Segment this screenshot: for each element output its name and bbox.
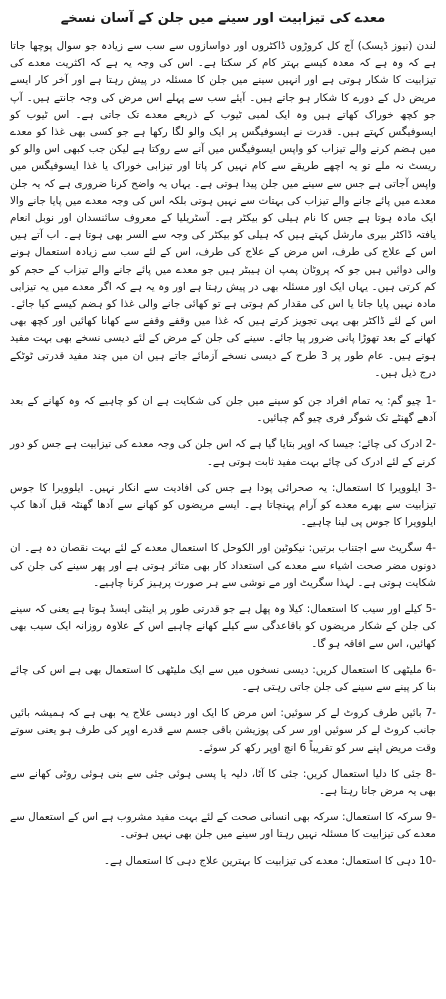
remedy-item: -8 جئی کا دلیا استعمال کریں: جئی کا آٹا، دلیہ یا پسی ہوئی جئی سے بنی ہوئی روٹی کھانے سے بھی یہ مرض جاتا رہتا ہے۔ (10, 767, 436, 797)
article-intro: لندن (نیوز ڈیسک) آج کل کروڑوں ڈاکٹروں اور دواسازوں سے سب سے زیادہ جو سوال پوچھا جاتا ہے کہ وہ ہے کہ معدہ کیسے بہتر کام کر سکتا ہے۔ اس کی وجہ یہ ہے کہ اکثریت معدے کی تیزابیت کا شکار ہوتی ہے اور انہیں سینے میں جلن کا مسئلہ در پیش رہتا ہے اور آخر کار ایسے مریض دل کے دورے کا شکار ہو جاتے ہیں۔ آیئے سب سے پہلے اس مرض کی وجہ جانتے ہیں۔ آپ جو کچھ خوراک کھاتے ہیں وہ ایک لمبی ٹیوب کے ذریعے معدے تک جاتی ہے۔ اس ٹیوب کو ایسوفیگس کہتے ہیں۔ قدرت نے ایسوفیگس پر ایک والو لگا رکھا ہے جو کسی بھی غذا کو معدے میں ہضم کرنے والے تیزاب کو واپس ایسوفیگس میں آنے سے روکتا ہے لیکن جب کبھی اس والو کو ریسٹ نہ ملے تو یہ اچھے طریقے سے کام نہیں کر پاتا اور تیزابی خوراک یا غذا ایسوفیگس میں واپس آجاتی ہے جس سے سینے میں جلن پیدا ہوتی ہے۔ یہاں یہ واضح کرنا ضروری ہے کہ یہ جلن معدے میں پائے جانے والے تیزاب کی بہتات سے نہیں ہوتی بلکہ اس کی وجہ معدے میں پایا جانے والا ایک مادہ ہوتا ہے جس کا نام ہیلی کو بیکٹر ہے۔ آسٹریلیا کے معروف سائنسدان اور نوبل انعام یافتہ ڈاکٹر بیری مارشل کہتے ہیں کہ ہیلی کو بیکٹر کی وجہ سے السر بھی ہوتا ہے۔ اب آتے ہیں اس کے علاج کی طرف، اس مرض کے علاج کی طرف، اس کے لئے سب سے زیادہ استعمال ہونے والی دوائیں ہیں جو کہ پروٹان پمپ ان ہیبٹر ہیں جو معدے میں پائے جانے والے تیزاب کے حجم کو کم کرتی ہیں۔ یہاں ایک اور مسئلہ بھی در پیش رہتا ہے اور وہ یہ ہے کہ اگر معدے میں یہ تیزابی مادہ نہیں پایا جاتا یا اس کی مقدار کم ہوتی ہے تو کھائی جانے والی غذا کو ہضم کیسے کیا جائے۔ اس کے لئے ڈاکٹر بھی یہی تجویز کرتے ہیں کہ غذا میں وقفے وقفے سے کھانا کھائیں اور کچھ بھی کھانے کے بعد تھوڑا پانی ضرور پیا جائے۔ سینے کی جلن کے مرض کے لئے دیسی نسخے بھی بہت مفید ہوتے ہیں۔ عام طور پر 3 طرح کے دیسی نسخے آزمائے جاتے ہیں ان میں چند مفید قدرتی ٹوٹکے درج ذیل ہیں۔ (10, 40, 436, 379)
remedy-item: -1 چیو گم: یہ تمام افراد جن کو سینے میں جلن کی شکایت ہے ان کو چاہیے کہ وہ کھانے کے بعد آدھے گھنٹے تک شوگر فری چیو گم چبائیں۔ (10, 395, 436, 425)
remedy-item: -7 بائیں طرف کروٹ لے کر سوئیں: اس مرض کا ایک اور دیسی علاج یہ بھی ہے کہ ہمیشہ بائیں جانب کروٹ لے کر سوئیں اور سر کی پوزیشن باقی جسم سے قدرے اوپر کی طرف ہو یعنی سوتے وقت مریض اپنے سر کو تقریباً 6 انچ اوپر رکھ کر سوئے۔ (10, 707, 436, 754)
remedy-item: -5 کیلے اور سیب کا استعمال: کیلا وہ پھل ہے جو قدرتی طور پر اینٹی ایسڈ ہوتا ہے یعنی کہ سینے کی جلن کے شکار مریضوں کو باقاعدگی سے کیلے کھانے چاہیے اس کے علاوہ روزانہ ایک سیب بھی کھائیں، اس سے افاقہ ہو گا۔ (10, 603, 436, 650)
remedy-item: -9 سرکہ کا استعمال: سرکہ بھی انسانی صحت کے لئے بہت مفید مشروب ہے اس کے استعمال سے معدے کی تیزابیت کا مسئلہ نہیں رہتا اور سینے میں جلن بھی نہیں ہوتی۔ (10, 811, 436, 841)
remedy-item: -2 ادرک کی چائے: جیسا کہ اوپر بتایا گیا ہے کہ اس جلن کی وجہ معدے کی تیزابیت ہے جس کو دور کرنے کے لئے ادرک کی چائے بہت مفید ثابت ہوتی ہے۔ (10, 438, 436, 468)
article-title: معدے کی تیزابیت اور سینے میں جلن کے آسان نسخے (60, 11, 386, 26)
remedy-item: -3 ایلوویرا کا استعمال: یہ صحرائی پودا ہے جس کی افادیت سے انکار نہیں۔ ایلوویرا کا جوس تیزابیت سے بھرے معدے کو آرام پہنچاتا ہے۔ ایسے مریضوں کو کھانے سے آدھا گھنٹہ قبل آدھا کپ ایلوویرا کا جوس پی لینا چاہیے۔ (10, 481, 436, 529)
remedy-item: -10 دہی کا استعمال: معدے کی تیزابیت کا بہترین علاج دہی کا استعمال ہے۔ (103, 854, 436, 867)
remedy-item: -6 ملیٹھی کا استعمال کریں: دیسی نسخوں میں سے ایک ملیٹھی کا استعمال بھی ہے اس کی چائے بنا کر پینے سے سینے کی جلن جاتی رہتی ہے۔ (10, 663, 436, 693)
remedy-item: -4 سگریٹ سے اجتناب برتیں: نیکوٹین اور الکوحل کا استعمال معدے کے لئے بہت نقصان دہ ہے۔ ان دونوں مضر صحت اشیاء سے معدے کی استعداد کار بھی متاثر ہوتی ہے اور پھر سینے کی جلن کی شکایت ہوتی ہے۔ لہذا سگریٹ اور مے نوشی سے ہر صورت پرہیز کرنا چاہیے۔ (10, 542, 436, 589)
